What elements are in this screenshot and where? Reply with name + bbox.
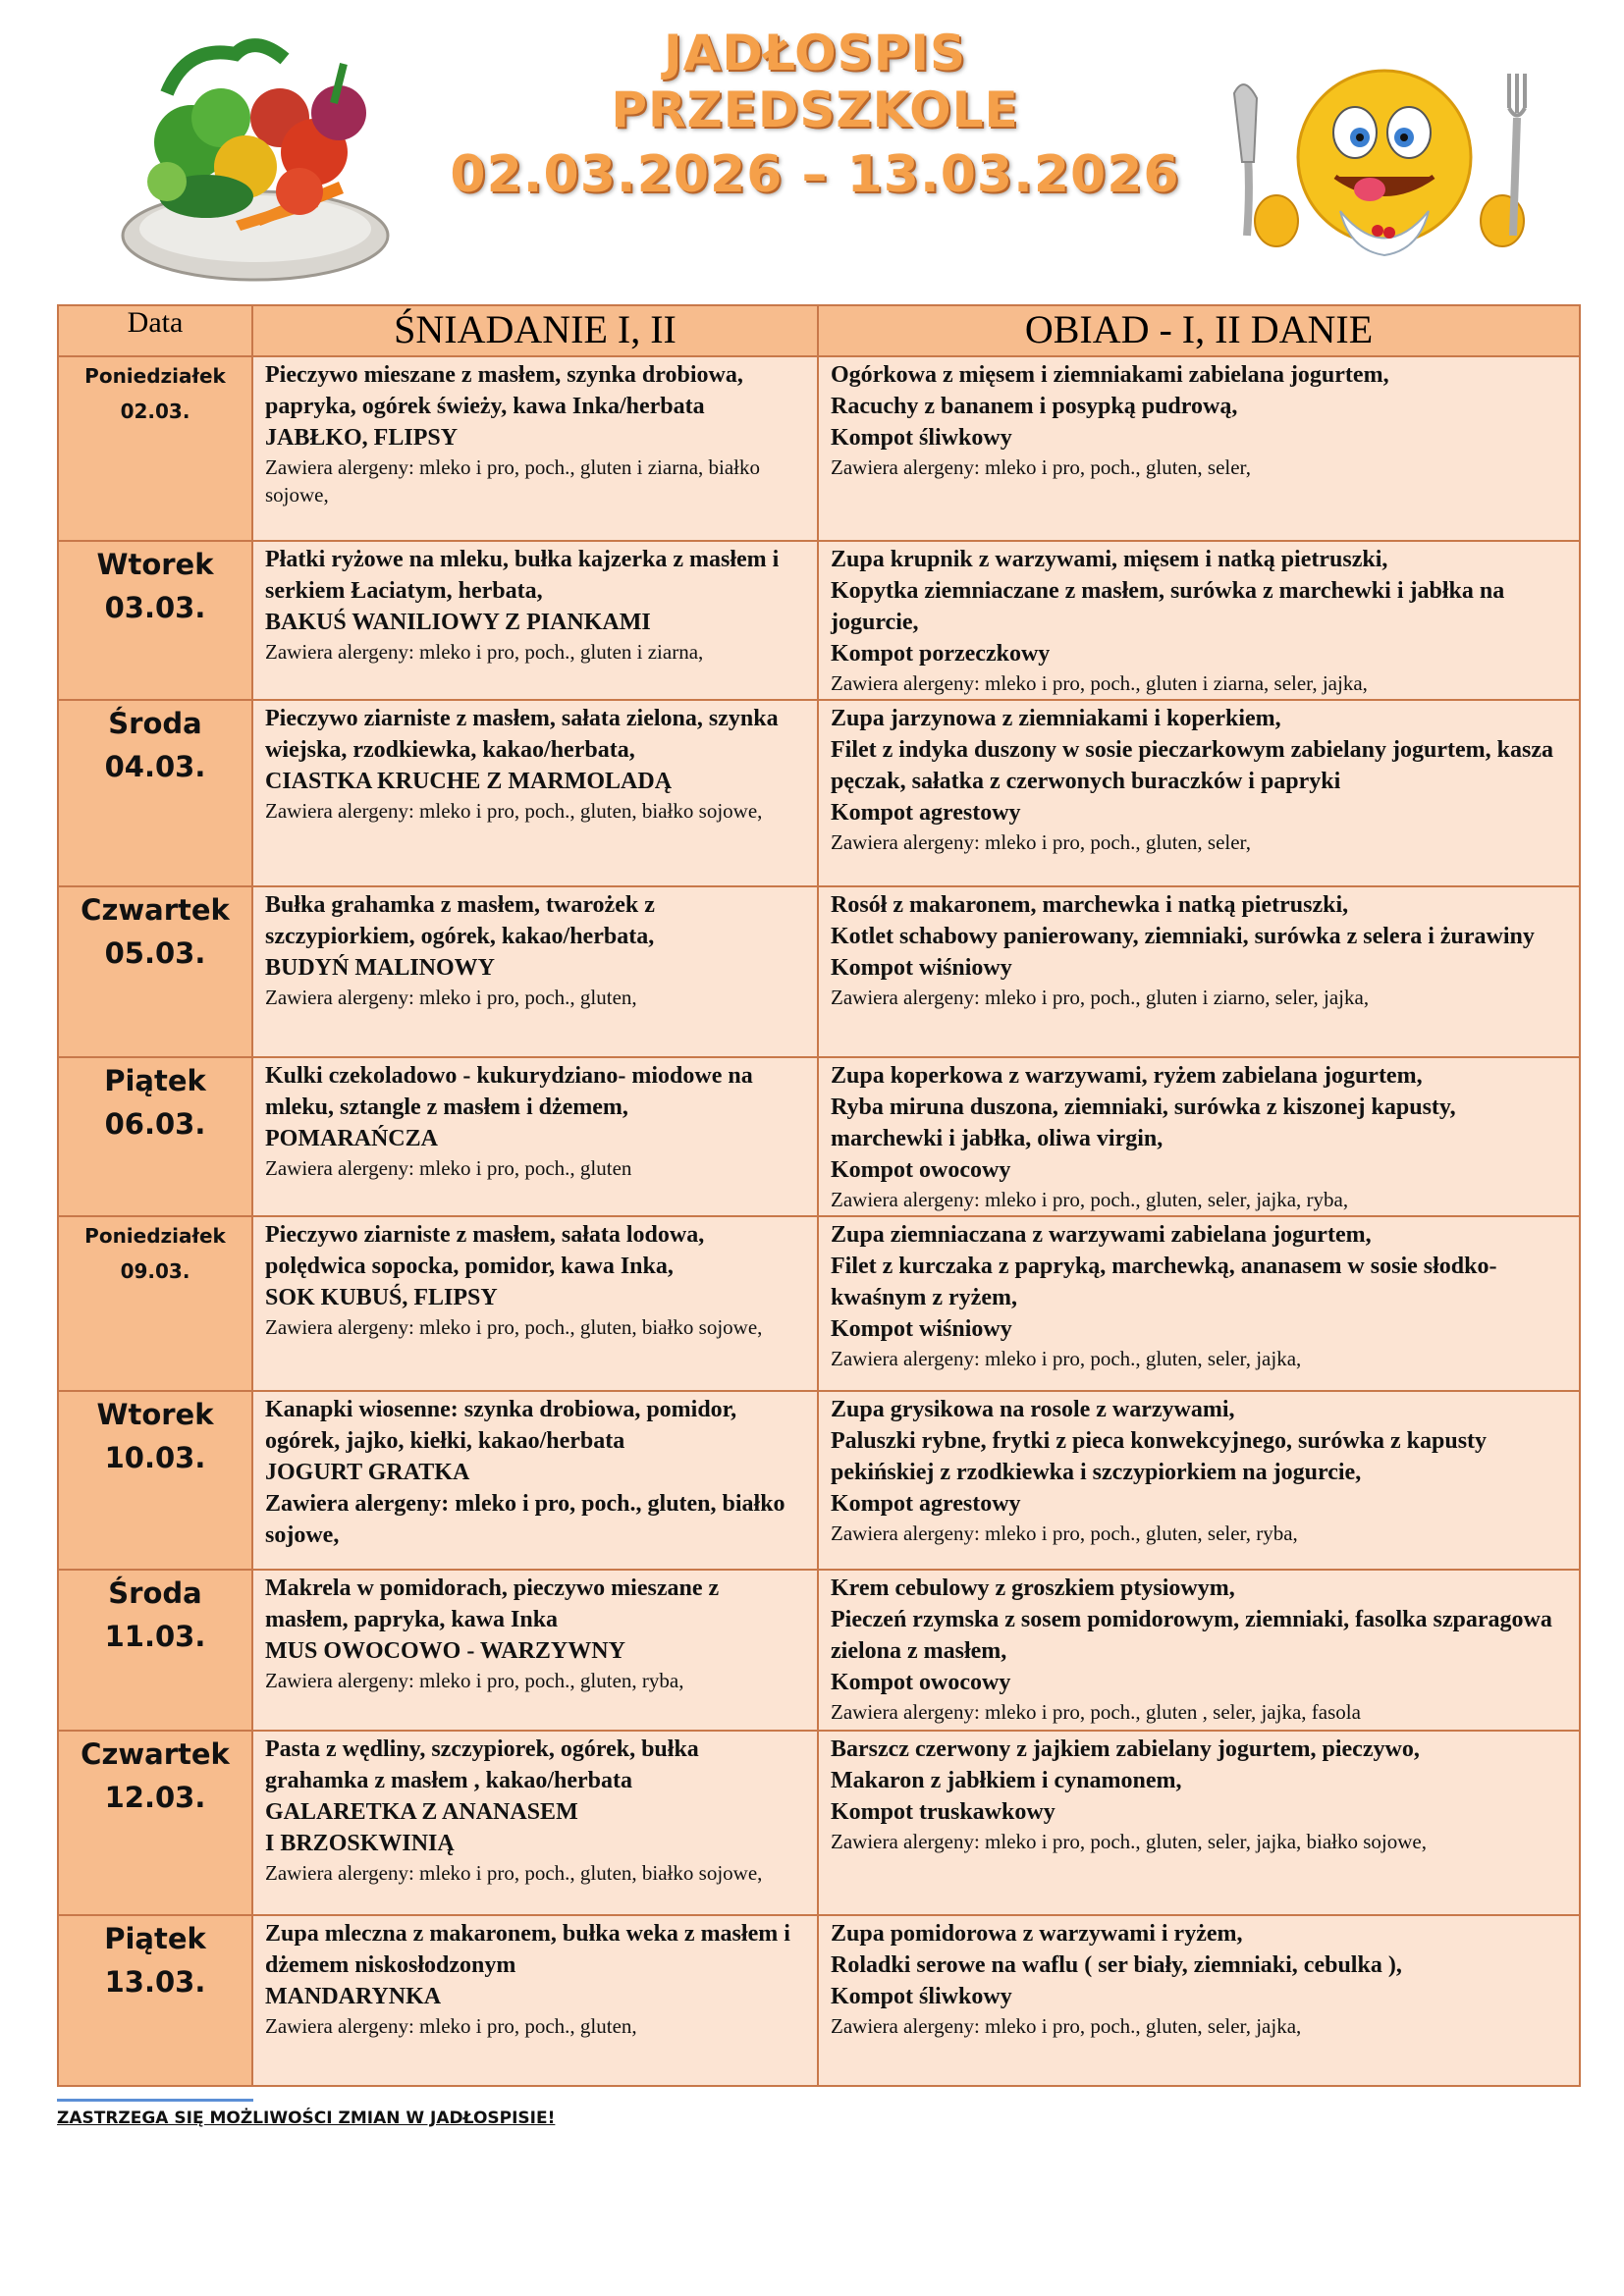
meal-item: BAKUŚ WANILIOWY Z PIANKAMI <box>265 610 651 635</box>
footer-note: ZASTRZEGA SIĘ MOŻLIWOŚCI ZMIAN W JADŁOSPISIE! <box>57 2109 556 2128</box>
meal-item: Bułka grahamka z masłem, twarożek z szczypiorkiem, ogórek, kakao/herbata, <box>265 892 655 949</box>
breakfast-cell <box>252 1216 818 1391</box>
title-block <box>412 26 1218 205</box>
allergens-note: Zawiera alergeny: mleko i pro, poch., gluten, ryba, <box>265 1669 684 1692</box>
meal-item: JOGURT GRATKA <box>265 1460 470 1485</box>
meal-item: Barszcz czerwony z jajkiem zabielany jogurtem, pieczywo, <box>831 1736 1420 1762</box>
meal-item: Zupa jarzynowa z ziemniakami i koperkiem, <box>831 706 1281 731</box>
meal-item: Kompot śliwkowy <box>831 425 1012 451</box>
table-header-row <box>58 305 1580 356</box>
allergens-note: Zawiera alergeny: mleko i pro, poch., gluten <box>265 1156 632 1180</box>
dinner-cell <box>818 1915 1580 2086</box>
table-row <box>58 1057 1580 1216</box>
day-cell <box>58 1216 252 1391</box>
day-name: Wtorek <box>96 548 214 581</box>
menu-table <box>57 304 1581 2087</box>
meal-item: Pieczywo ziarniste z masłem, sałata zielona, szynka wiejska, rzodkiewka, kakao/herbata, <box>265 706 779 763</box>
title-przedszkole: PRZEDSZKOLE <box>611 80 1019 138</box>
breakfast-cell <box>252 1915 818 2086</box>
smiley-chef-icon <box>1222 54 1556 280</box>
dinner-cell <box>818 541 1580 700</box>
breakfast-cell <box>252 700 818 886</box>
meal-item: Rosół z makaronem, marchewka i natką pietruszki, <box>831 892 1349 918</box>
breakfast-cell <box>252 356 818 541</box>
page-header <box>0 0 1624 294</box>
meal-item: Kompot owocowy <box>831 1157 1011 1183</box>
meal-item: Roladki serowe na waflu ( ser biały, ziemniaki, cebulka ), <box>831 1952 1402 1978</box>
day-name: Czwartek <box>81 1737 230 1771</box>
table-row <box>58 1391 1580 1570</box>
meal-item: Zupa pomidorowa z warzywami i ryżem, <box>831 1921 1243 1947</box>
meal-item: Kompot wiśniowy <box>831 955 1012 981</box>
day-date: 09.03. <box>120 1259 190 1283</box>
allergens-note: Zawiera alergeny: mleko i pro, poch., gluten i ziarna, <box>265 640 704 664</box>
day-date: 03.03. <box>104 591 206 624</box>
day-cell <box>58 1570 252 1731</box>
breakfast-cell <box>252 1570 818 1731</box>
meal-item: Pasta z wędliny, szczypiorek, ogórek, bułka grahamka z masłem , kakao/herbata <box>265 1736 699 1793</box>
col-header-dinner: OBIAD - I, II DANIE <box>818 305 1580 356</box>
allergens-note: Zawiera alergeny: mleko i pro, poch., gluten, seler, jajka, <box>831 2014 1302 2038</box>
meal-item: I BRZOSKWINIĄ <box>265 1831 455 1856</box>
meal-item: Racuchy z bananem i posypką pudrową, <box>831 394 1238 419</box>
day-date: 05.03. <box>104 936 206 970</box>
meal-item: Kompot porzeczkowy <box>831 641 1051 667</box>
day-cell <box>58 700 252 886</box>
meal-item: Kulki czekoladowo - kukurydziano- miodowe na mleku, sztangle z masłem i dżemem, <box>265 1063 753 1120</box>
day-name: Piątek <box>104 1922 206 1955</box>
allergens-note: Zawiera alergeny: mleko i pro, poch., gluten, białko sojowe, <box>265 1315 763 1339</box>
meal-item: Zupa mleczna z makaronem, bułka weka z masłem i dżemem niskosłodzonym <box>265 1921 790 1978</box>
allergens-note: Zawiera alergeny: mleko i pro, poch., gluten, seler, ryba, <box>831 1522 1298 1545</box>
day-date: 06.03. <box>104 1107 206 1141</box>
table-row <box>58 1570 1580 1731</box>
dinner-cell <box>818 1391 1580 1570</box>
meal-item: Kompot agrestowy <box>831 800 1021 826</box>
allergens-note: Zawiera alergeny: mleko i pro, poch., gluten, białko sojowe, <box>265 1491 785 1548</box>
day-cell <box>58 886 252 1057</box>
meal-item: Zupa koperkowa z warzywami, ryżem zabielana jogurtem, <box>831 1063 1423 1089</box>
allergens-note: Zawiera alergeny: mleko i pro, poch., gluten, seler, jajka, <box>831 1347 1302 1370</box>
meal-item: Krem cebulowy z groszkiem ptysiowym, <box>831 1575 1235 1601</box>
day-date: 13.03. <box>104 1965 206 1999</box>
dinner-cell <box>818 1216 1580 1391</box>
meal-item: Kotlet schabowy panierowany, ziemniaki, surówka z selera i żurawiny <box>831 924 1535 949</box>
meal-item: MUS OWOCOWO - WARZYWNY <box>265 1638 625 1664</box>
allergens-note: Zawiera alergeny: mleko i pro, poch., gluten, seler, jajka, białko sojowe, <box>831 1830 1428 1853</box>
day-date: 02.03. <box>120 400 190 423</box>
day-name: Wtorek <box>96 1398 214 1431</box>
meal-item: Pieczywo ziarniste z masłem, sałata lodowa, polędwica sopocka, pomidor, kawa Inka, <box>265 1222 705 1279</box>
breakfast-cell <box>252 1057 818 1216</box>
day-date: 11.03. <box>104 1620 206 1653</box>
allergens-note: Zawiera alergeny: mleko i pro, poch., gluten i ziarno, seler, jajka, <box>831 986 1370 1009</box>
col-header-breakfast: ŚNIADANIE I, II <box>252 305 818 356</box>
allergens-note: Zawiera alergeny: mleko i pro, poch., gluten, seler, <box>831 830 1251 854</box>
meal-item: Kompot agrestowy <box>831 1491 1021 1517</box>
vegetable-plate-icon <box>108 25 403 290</box>
table-row <box>58 1915 1580 2086</box>
dinner-cell <box>818 1731 1580 1915</box>
title-jadlospis: JADŁOSPIS <box>664 25 966 81</box>
allergens-note: Zawiera alergeny: mleko i pro, poch., gluten, białko sojowe, <box>265 1861 763 1885</box>
meal-item: GALARETKA Z ANANASEM <box>265 1799 578 1825</box>
meal-item: Makaron z jabłkiem i cynamonem, <box>831 1768 1182 1793</box>
meal-item: Filet z kurczaka z papryką, marchewką, ananasem w sosie słodko-kwaśnym z ryżem, <box>831 1254 1497 1310</box>
allergens-note: Zawiera alergeny: mleko i pro, poch., gluten i ziarna, białko sojowe, <box>265 455 761 507</box>
meal-item: Kanapki wiosenne: szynka drobiowa, pomidor, ogórek, jajko, kiełki, kakao/herbata <box>265 1397 737 1454</box>
allergens-note: Zawiera alergeny: mleko i pro, poch., gluten, białko sojowe, <box>265 799 763 823</box>
day-cell <box>58 541 252 700</box>
day-name: Piątek <box>104 1064 206 1097</box>
meal-item: Zupa krupnik z warzywami, mięsem i natką pietruszki, <box>831 547 1388 572</box>
meal-item: Kompot wiśniowy <box>831 1316 1012 1342</box>
footer-rule <box>57 2099 253 2102</box>
meal-item: Kompot owocowy <box>831 1670 1011 1695</box>
day-cell <box>58 356 252 541</box>
allergens-note: Zawiera alergeny: mleko i pro, poch., gluten i ziarna, seler, jajka, <box>831 671 1368 695</box>
allergens-note: Zawiera alergeny: mleko i pro, poch., gluten , seler, jajka, fasola <box>831 1700 1361 1724</box>
meal-item: CIASTKA KRUCHE Z MARMOLADĄ <box>265 769 673 794</box>
day-cell <box>58 1915 252 2086</box>
meal-item: Paluszki rybne, frytki z pieca konwekcyjnego, surówka z kapusty pekińskiej z rzodkiewka i szczypiorkiem na jogurcie, <box>831 1428 1488 1485</box>
meal-item: Kompot śliwkowy <box>831 1984 1012 2009</box>
day-name: Czwartek <box>81 893 230 927</box>
day-cell <box>58 1391 252 1570</box>
allergens-note: Zawiera alergeny: mleko i pro, poch., gluten, <box>265 2014 637 2038</box>
breakfast-cell <box>252 1731 818 1915</box>
allergens-note: Zawiera alergeny: mleko i pro, poch., gluten, seler, jajka, ryba, <box>831 1188 1349 1211</box>
col-header-date: Data <box>58 305 252 356</box>
day-name: Poniedziałek <box>84 1224 226 1248</box>
meal-item: Ryba miruna duszona, ziemniaki, surówka z kiszonej kapusty, marchewki i jabłka, oliwa virgin, <box>831 1095 1456 1151</box>
allergens-note: Zawiera alergeny: mleko i pro, poch., gluten, <box>265 986 637 1009</box>
meal-item: Zupa ziemniaczana z warzywami zabielana jogurtem, <box>831 1222 1372 1248</box>
title-date-range: 02.03.2026 – 13.03.2026 <box>450 145 1180 204</box>
day-name: Środa <box>108 1576 202 1610</box>
meal-item: MANDARYNKA <box>265 1984 442 2009</box>
table-row <box>58 356 1580 541</box>
dinner-cell <box>818 886 1580 1057</box>
table-row <box>58 700 1580 886</box>
allergens-note: Zawiera alergeny: mleko i pro, poch., gluten, seler, <box>831 455 1251 479</box>
table-row <box>58 1731 1580 1915</box>
breakfast-cell <box>252 886 818 1057</box>
meal-item: BUDYŃ MALINOWY <box>265 955 495 981</box>
day-date: 04.03. <box>104 750 206 783</box>
meal-item: POMARAŃCZA <box>265 1126 438 1151</box>
breakfast-cell <box>252 541 818 700</box>
day-date: 10.03. <box>104 1441 206 1474</box>
breakfast-cell <box>252 1391 818 1570</box>
day-name: Poniedziałek <box>84 364 226 388</box>
dinner-cell <box>818 1057 1580 1216</box>
meal-item: Makrela w pomidorach, pieczywo mieszane z masłem, papryka, kawa Inka <box>265 1575 720 1632</box>
day-cell <box>58 1731 252 1915</box>
table-row <box>58 541 1580 700</box>
dinner-cell <box>818 356 1580 541</box>
day-date: 12.03. <box>104 1781 206 1814</box>
meal-item: Filet z indyka duszony w sosie pieczarkowym zabielany jogurtem, kasza pęczak, sałatka z czerwonych buraczków i papryki <box>831 737 1553 794</box>
meal-item: Pieczywo mieszane z masłem, szynka drobiowa, papryka, ogórek świeży, kawa Inka/herbata <box>265 362 743 419</box>
day-cell <box>58 1057 252 1216</box>
meal-item: Kompot truskawkowy <box>831 1799 1056 1825</box>
table-row <box>58 1216 1580 1391</box>
meal-item: Płatki ryżowe na mleku, bułka kajzerka z masłem i serkiem Łaciatym, herbata, <box>265 547 780 604</box>
meal-item: Pieczeń rzymska z sosem pomidorowym, ziemniaki, fasolka szparagowa zielona z masłem, <box>831 1607 1552 1664</box>
meal-item: JABŁKO, FLIPSY <box>265 425 459 451</box>
dinner-cell <box>818 1570 1580 1731</box>
meal-item: Ogórkowa z mięsem i ziemniakami zabielana jogurtem, <box>831 362 1389 388</box>
meal-item: SOK KUBUŚ, FLIPSY <box>265 1285 498 1310</box>
day-name: Środa <box>108 707 202 740</box>
dinner-cell <box>818 700 1580 886</box>
meal-item: Zupa grysikowa na rosole z warzywami, <box>831 1397 1235 1422</box>
meal-item: Kopytka ziemniaczane z masłem, surówka z marchewki i jabłka na jogurcie, <box>831 578 1505 635</box>
table-row <box>58 886 1580 1057</box>
